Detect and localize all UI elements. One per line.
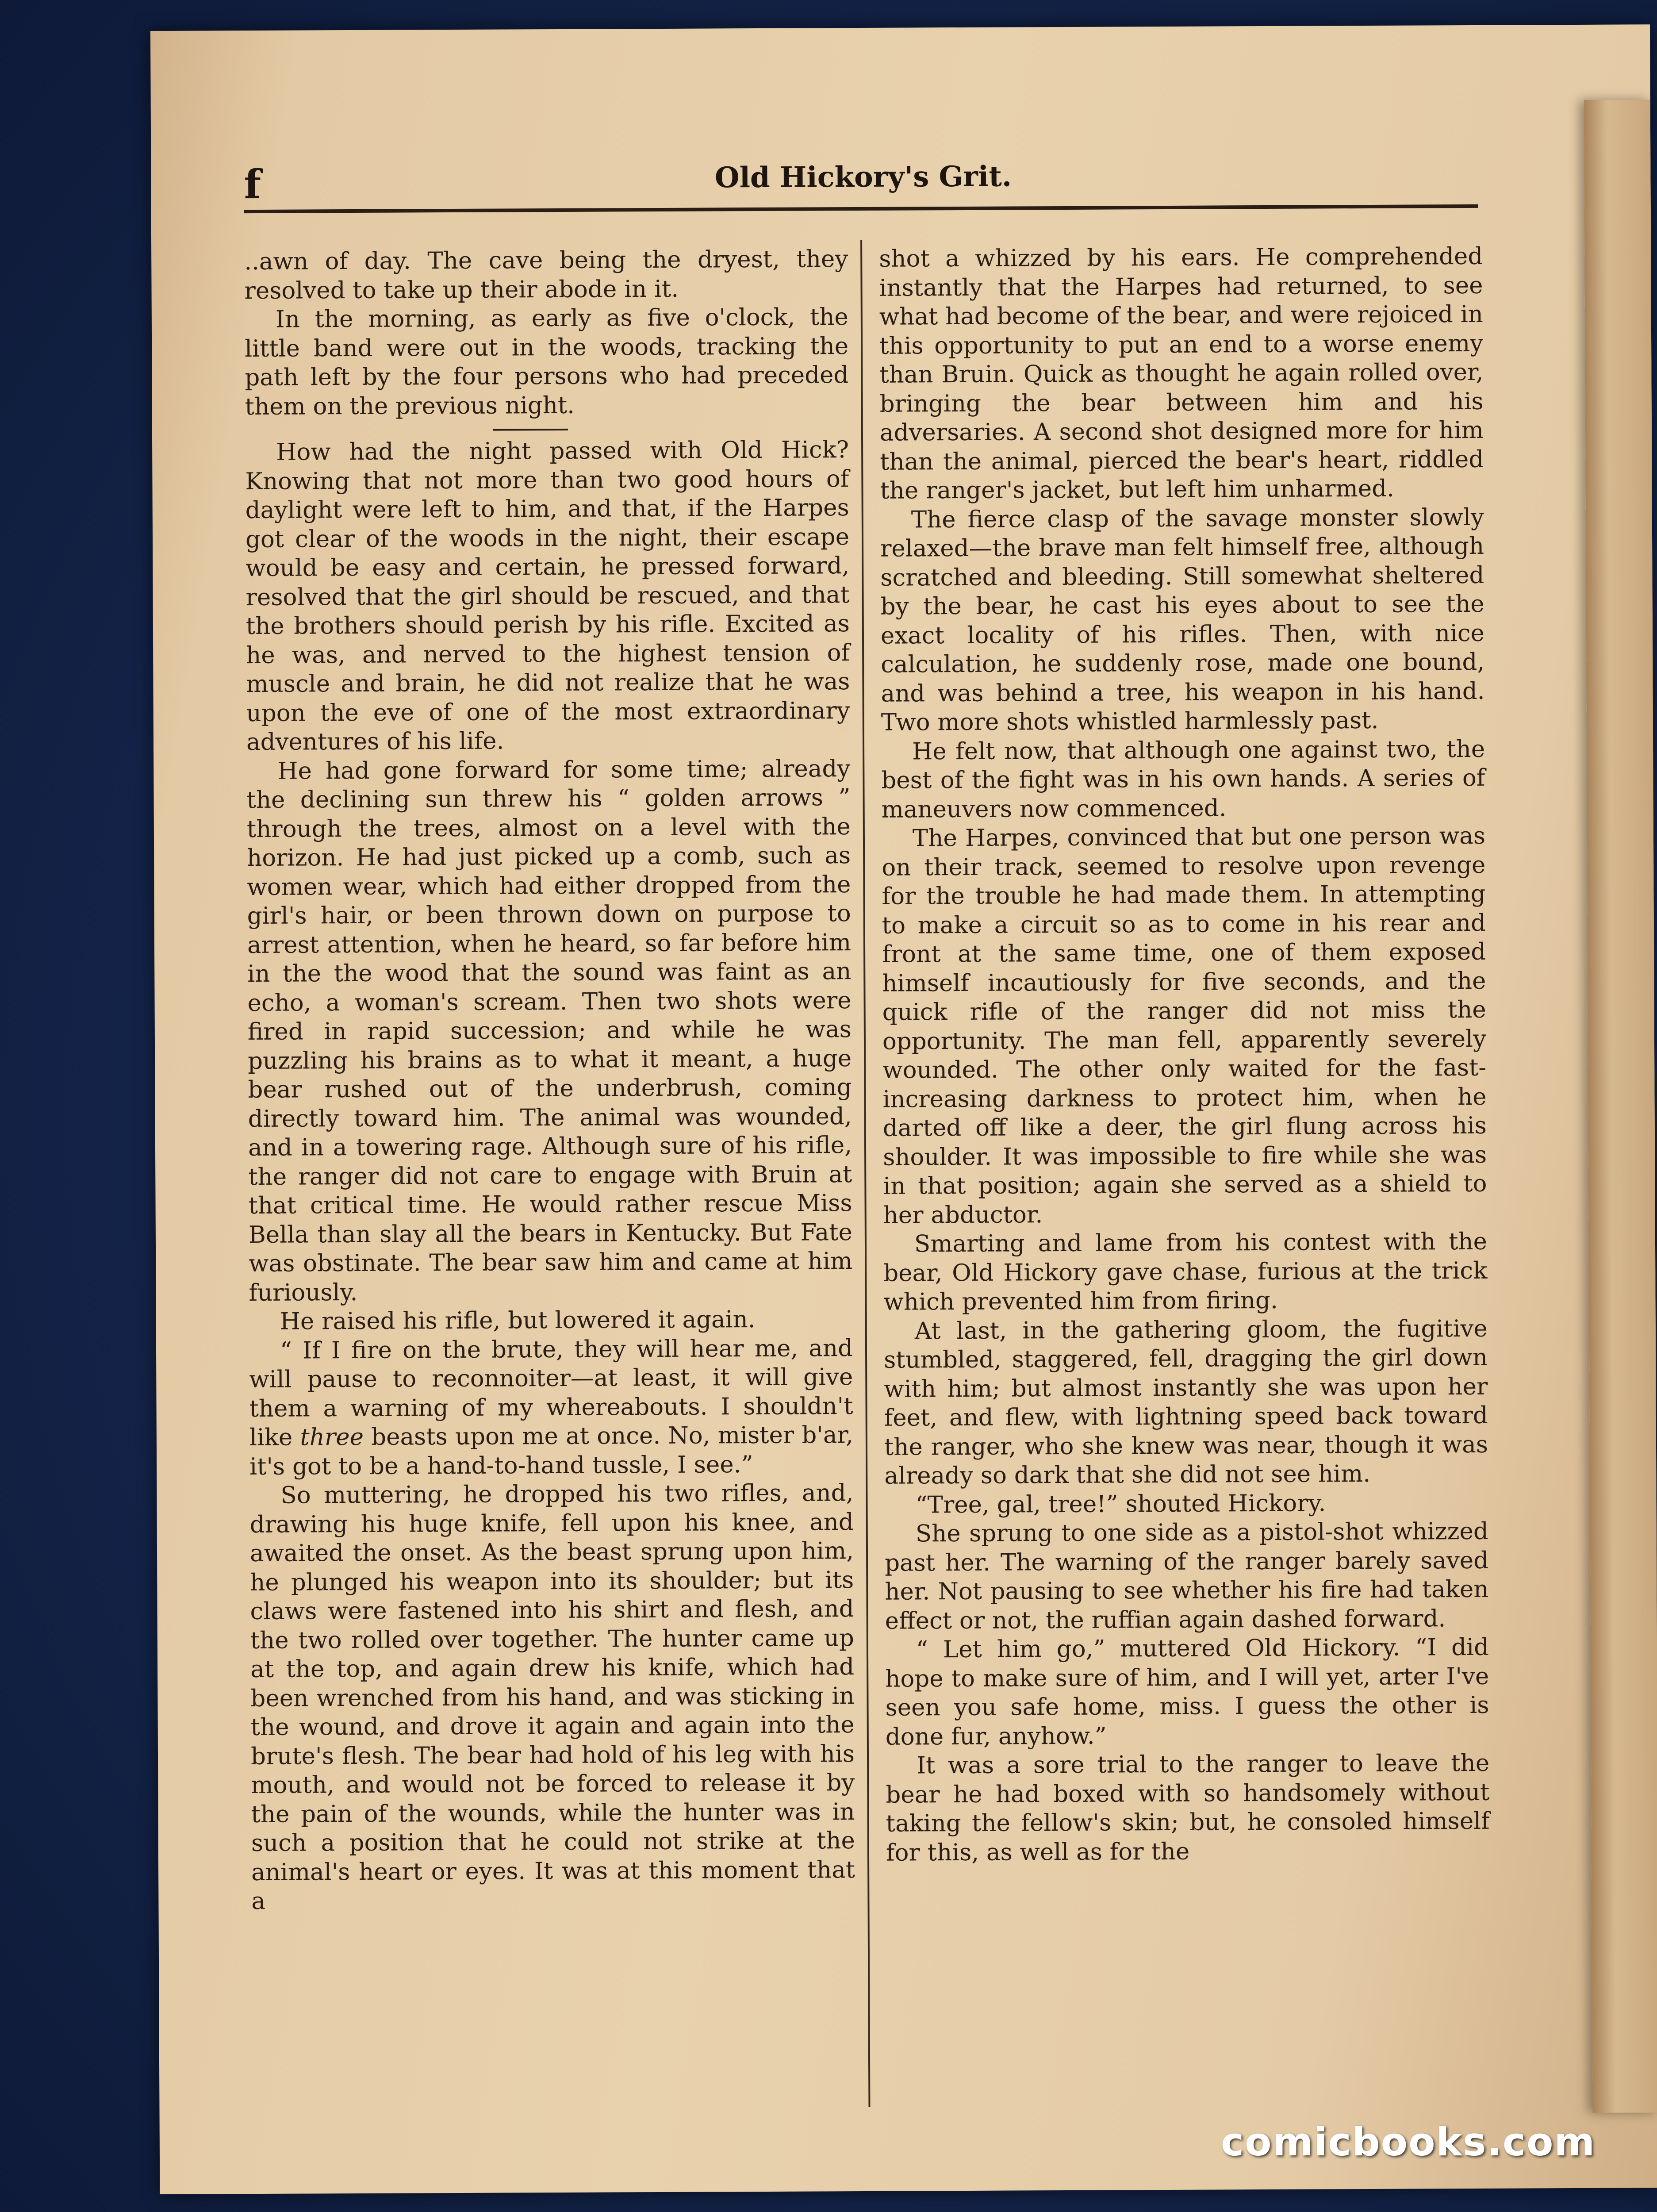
page-folio: f — [244, 161, 261, 208]
italic-text: three — [300, 1423, 364, 1451]
paragraph: In the morning, as early as five o'clock, the little band were out in the woods, tracking the path left by the four persons who had preceded them on the previous night. — [245, 303, 849, 420]
paragraph: “ Let him go,” muttered Old Hickory. “I did hope to make sure of him, and I will yet, arter I've seen you safe home, miss. I guess the other is done fur, anyhow.” — [885, 1633, 1489, 1751]
right-column — [879, 242, 1490, 1867]
running-title: Old Hickory's Grit. — [714, 160, 1012, 195]
paragraph: ..awn of day. The cave being the dryest, they resolved to take up their abode in it. — [244, 246, 848, 304]
text-run: “ If I fire on the brute, they will hear me, and will pause to reconnoiter—at least, it will give them a warning of my whereabouts. I shouldn't like — [249, 1334, 853, 1452]
header-rule — [244, 204, 1478, 213]
watermark: comicbooks.com — [1221, 2119, 1596, 2165]
paragraph: It was a sore trial to the ranger to leave the bear he had boxed with so handsomely without taking the fellow's skin; but, he consoled himself for this, as well as for the — [886, 1749, 1490, 1866]
paragraph: She sprung to one side as a pistol-shot whizzed past her. The warning of the ranger barely saved her. Not pausing to see whether his fire had taken effect or not, the ruffian again dashed forward. — [884, 1517, 1489, 1635]
paragraph: He felt now, that although one against two, the best of the fight was in his own hands. A series of maneuvers now commenced. — [881, 735, 1485, 823]
paragraph: At last, in the gathering gloom, the fugitive stumbled, staggered, fell, dragging the girl down with him; but almost instantly she was upon her feet, and flew, with lightning speed back toward the ranger, who she knew was near, though it was already so dark that she did not see him. — [883, 1315, 1488, 1490]
paragraph: shot a whizzed by his ears. He comprehended instantly that the Harpes had returned, to see what had become of the bear, and were rejoiced in this opportunity to put an end to a worse enemy than Bruin. Quick as thought he again rolled over, bringing the bear between him and his adversaries. A second shot designed more for him than the animal, pierced the bear's heart, riddled the ranger's jacket, but left him unharmed. — [879, 242, 1484, 504]
paragraph — [249, 1334, 853, 1481]
paragraph: “Tree, gal, tree!” shouted Hickory. — [915, 1489, 1326, 1518]
text-run: beasts upon me at once. No, mister b'ar, it's got to be a hand-to-hand tussle, I see.” — [249, 1421, 853, 1480]
paragraph: The Harpes, convinced that but one person was on their track, seemed to resolve upon revenge for the trouble he had made them. In attempting to make a circuit so as to come in his rear and front at the same time, one of them exposed himself incautiously for five seconds, and the quick rifle of the ranger did not miss the opportunity. The man fell, apparently severely wounded. The other only waited for the fast-increasing darkness to protect him, when he darted off like a deer, the girl flung across his shoulder. It was impossible to fire while she was in that position; again she served as a shield to her abductor. — [882, 822, 1487, 1229]
column-divider — [860, 240, 870, 2107]
paragraph: How had the night passed with Old Hick? Knowing that not more than two good hours of daylight were left to him, and that, if the Harpes got clear of the woods in the night, their escape would be easy and certain, he pressed forward, resolved that the girl should be rescued, and that the brothers should perish by his rifle. Excited as he was, and nerved to the highest tension of muscle and brain, he did not realize that he was upon the eve of one of the most extraordinary adventures of his life. — [245, 436, 850, 756]
page-header — [244, 138, 1478, 219]
left-column — [244, 245, 855, 1916]
book-page — [150, 24, 1657, 2194]
next-page-edge — [1584, 100, 1657, 2113]
paragraph: The fierce clasp of the savage monster slowly relaxed—the brave man felt himself free, although scratched and bleeding. Still somewhat sheltered by the bear, he cast his eyes about to see the exact locality of his rifles. Then, with nice calculation, he suddenly rose, made one bound, and was behind a tree, his weapon in his hand. Two more shots whistled harmlessly past. — [880, 503, 1485, 736]
paragraph: He raised his rifle, but lowered it again. — [280, 1306, 756, 1335]
paragraph: Smarting and lame from his contest with the bear, Old Hickory gave chase, furious at the trick which prevented him from firing. — [883, 1228, 1488, 1316]
section-break-rule — [245, 419, 849, 438]
paragraph: He had gone forward for some time; already the declining sun threw his “ golden arrows ” through the trees, almost on a level with the horizon. He had just picked up a comb, such as women wear, which had either dropped from the girl's hair, or been thrown down on purpose to arrest attention, when he heard, so far before him in the the wood that the sound was faint as an echo, a woman's scream. Then two shots were fired in rapid succession; and while he was puzzling his brains as to what it meant, a huge bear rushed out of the underbrush, coming directly toward him. The animal was wounded, and in a towering rage. Although sure of his rifle, the ranger did not care to engage with Bruin at that critical time. He would rather rescue Miss Bella than slay all the bears in Kentucky. But Fate was obstinate. The bear saw him and came at him furiously. — [246, 755, 853, 1306]
paragraph: So muttering, he dropped his two rifles, and, drawing his huge knife, fell upon his knee, and awaited the onset. As the beast sprung upon him, he plunged his weapon into its shoulder; but its claws were fastened into his shirt and flesh, and the two rolled over together. The hunter came up at the top, and again drew his knife, which had been wrenched from his hand, and was sticking in the wound, and drove it again and again into the brute's flesh. The bear had hold of his leg with his mouth, and would not be forced to release it by the pain of the wounds, while the hunter was in such a position that he could not strike at the animal's heart or eyes. It was at this moment that a — [249, 1479, 855, 1915]
